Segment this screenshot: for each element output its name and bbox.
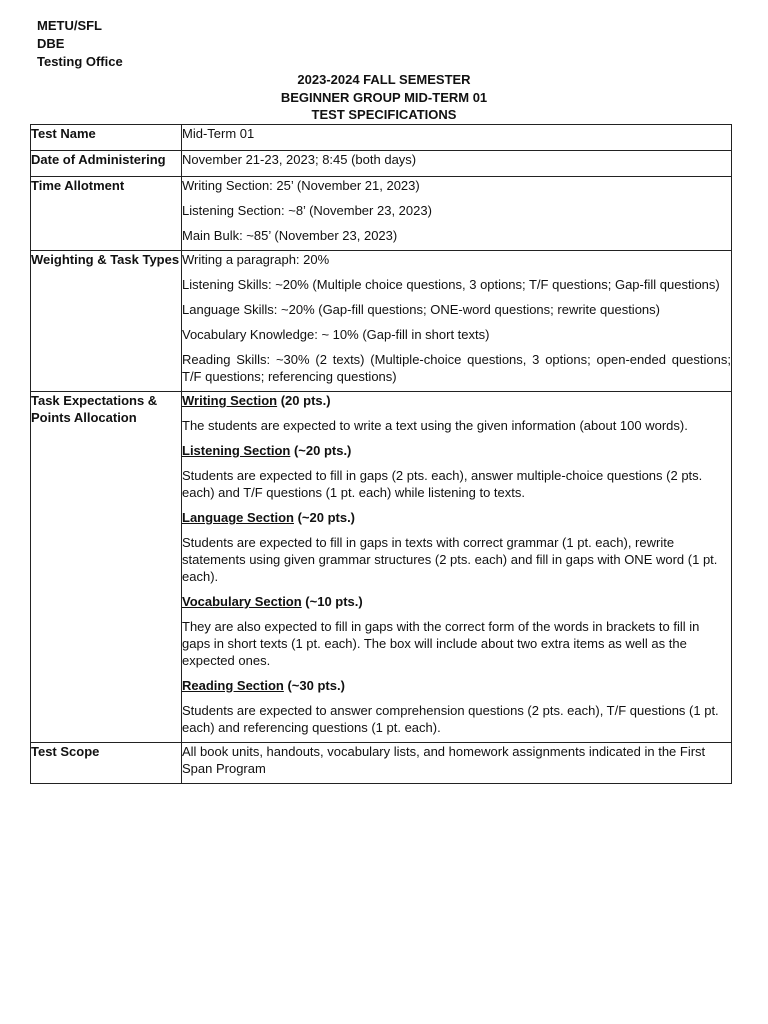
scope-text: All book units, handouts, vocabulary lists, and homework assignments indicated in the First Span Program <box>182 744 706 776</box>
section-text: The students are expected to write a text using the given information (about 100 words). <box>182 418 688 433</box>
row-value <box>182 392 732 743</box>
section-text: They are also expected to fill in gaps with the correct form of the words in brackets to fill in gaps in short texts (1 pt. each). The box will include about two extra items as well as the expected ones. <box>182 619 700 668</box>
org-line: METU/SFL <box>37 18 102 33</box>
section-heading <box>182 509 731 526</box>
time-item: Listening Section: ~8’ (November 23, 2023) <box>182 203 432 218</box>
section-text: Students are expected to fill in gaps in texts with correct grammar (1 pt. each), rewrite statements using given grammar structures (2 pts. each) and fill in gaps with ONE word (1 pt. each). <box>182 535 718 584</box>
section-heading <box>182 677 731 694</box>
row-value <box>182 743 732 784</box>
office-header <box>37 17 123 71</box>
title-line: 2023-2024 FALL SEMESTER <box>297 72 471 87</box>
weighting-item: Writing a paragraph: 20% <box>182 252 330 267</box>
title-line: TEST SPECIFICATIONS <box>311 107 457 122</box>
row-label: Test Scope <box>31 743 182 784</box>
weighting-item: Reading Skills: ~30% (2 texts) (Multiple-choice questions, 3 options; open-ended questions; T/F questions; referencing questions) <box>182 352 731 384</box>
section-name: Writing Section <box>182 393 278 408</box>
section-heading <box>182 593 731 610</box>
row-value <box>182 251 732 392</box>
time-item: Writing Section: 25’ (November 21, 2023) <box>182 178 420 193</box>
section-name: Reading Section <box>182 678 284 693</box>
row-label: Time Allotment <box>31 177 182 251</box>
weighting-item: Listening Skills: ~20% (Multiple choice questions, 3 options; T/F questions; Gap-fill questions) <box>182 277 720 292</box>
org-line: Testing Office <box>37 54 123 69</box>
row-value <box>182 177 732 251</box>
table-row <box>31 743 732 784</box>
row-label: Task Expectations & Points Allocation <box>31 392 182 743</box>
section-heading <box>182 392 731 409</box>
row-label: Weighting & Task Types <box>31 251 182 392</box>
row-label: Test Name <box>31 125 182 151</box>
section-points: (~20 pts.) <box>293 510 356 525</box>
row-value: Mid-Term 01 <box>182 125 732 151</box>
section-text: Students are expected to answer comprehension questions (2 pts. each), T/F questions (1 pt. each) and referencing questions (1 pt. each). <box>182 703 719 735</box>
row-label: Date of Administering <box>31 151 182 177</box>
section-name: Listening Section <box>182 443 291 458</box>
section-points: (~20 pts.) <box>290 443 352 458</box>
section-points: (~30 pts.) <box>283 678 345 693</box>
section-name: Language Section <box>182 510 294 525</box>
section-points: (20 pts.) <box>277 393 331 408</box>
section-points: (~10 pts.) <box>301 594 363 609</box>
org-line: DBE <box>37 36 65 51</box>
table-row <box>31 151 732 177</box>
table-row <box>31 392 732 743</box>
row-value: November 21-23, 2023; 8:45 (both days) <box>182 151 732 177</box>
weighting-item: Vocabulary Knowledge: ~ 10% (Gap-fill in short texts) <box>182 327 490 342</box>
section-heading <box>182 442 731 459</box>
title-line: BEGINNER GROUP MID-TERM 01 <box>280 89 488 105</box>
document-title <box>0 71 768 124</box>
weighting-item: Language Skills: ~20% (Gap-fill questions; ONE-word questions; rewrite questions) <box>182 302 660 317</box>
time-item: Main Bulk: ~85’ (November 23, 2023) <box>182 228 398 243</box>
table-row <box>31 125 732 151</box>
specifications-table <box>30 124 732 784</box>
table-row <box>31 251 732 392</box>
section-name: Vocabulary Section <box>182 594 302 609</box>
table-row <box>31 177 732 251</box>
section-text: Students are expected to fill in gaps (2 pts. each), answer multiple-choice questions (2 pts. each) and T/F questions (1 pt. each) while listening to texts. <box>182 468 703 500</box>
